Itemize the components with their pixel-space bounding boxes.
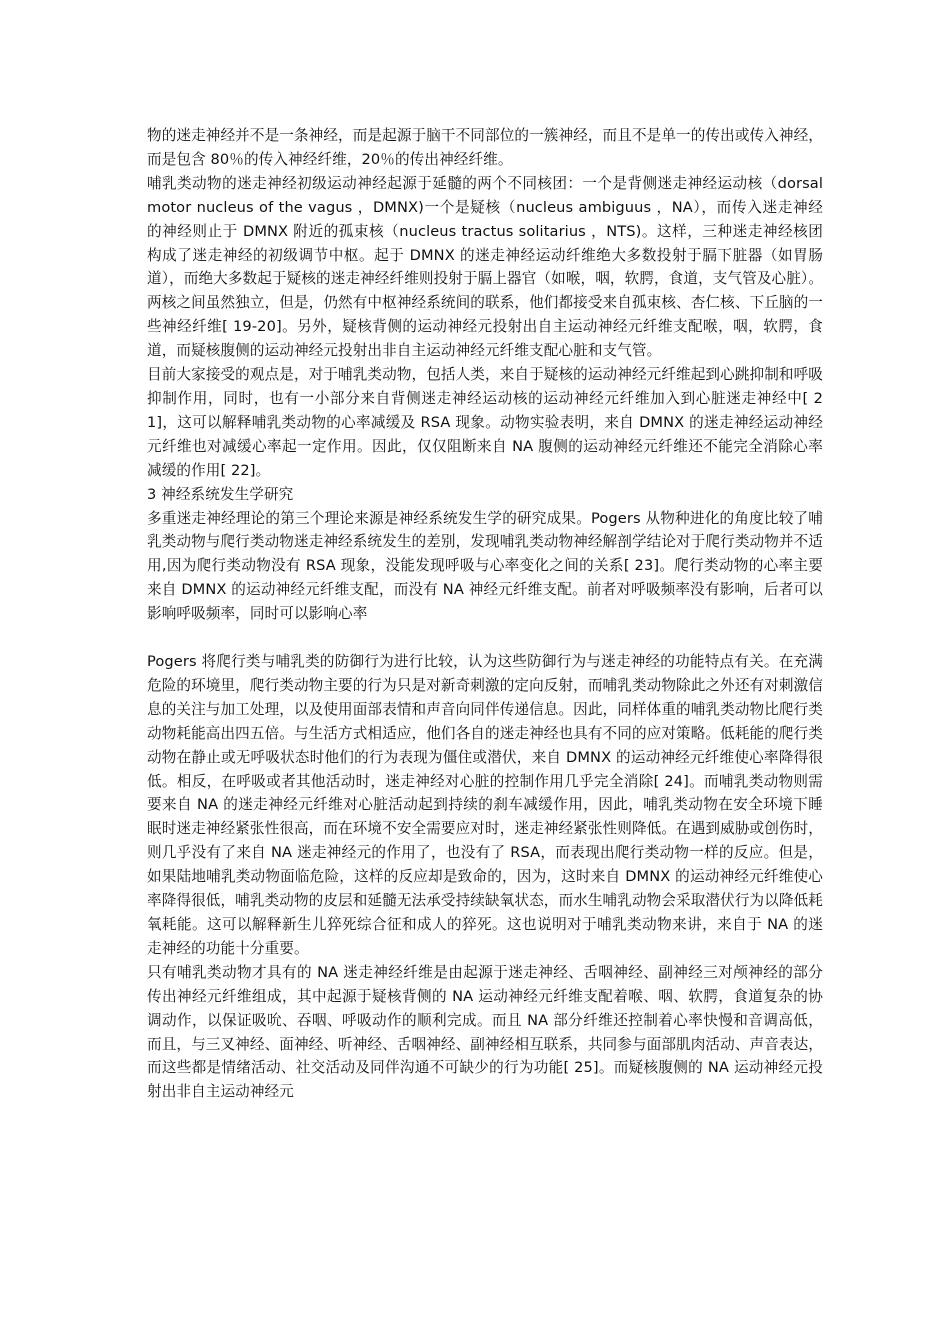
text-block-upper (147, 124, 823, 626)
paragraph-1: 物的迷走神经并不是一条神经，而是起源于脑干不同部位的一簇神经，而且不是单一的传出或传入神经，而是包含 80％的传入神经纤维，20％的传出神经纤维。 (147, 127, 823, 168)
paragraph-6: 只有哺乳类动物才具有的 NA 迷走神经纤维是由起源于迷走神经、舌咽神经、副神经三对颅神经的部分传出神经元纤维组成，其中起源于疑核背侧的 NA 运动神经元纤维支配着喉、咽、软腭，食道复杂的协调动作，以保证吸吮、吞咽、呼吸动作的顺利完成。而且 NA 部分纤维还控制着心率快慢和音调高低，而且，与三叉神经、面神经、听神经、舌咽神经、副神经相互联系，共同参与面部肌肉活动、声音表达，而这些都是情绪活动、社交活动及同伴沟通不可缺少的行为功能[ 25]。而疑核腹侧的 NA 运动神经元投射出非自主运动神经元 (147, 963, 823, 1101)
text-block-lower (147, 650, 823, 1104)
section-heading-3: 3 神经系统发生学研究 (147, 485, 294, 503)
paragraph-5: Pogers 将爬行类与哺乳类的防御行为进行比较，认为这些防御行为与迷走神经的功能特点有关。在充满危险的环境里，爬行类动物主要的行为只是对新奇刺激的定向反射，而哺乳类动物除此之外还有对刺激信息的关注与加工处理，以及使用面部表情和声音向同伴传递信息。因此，同样体重的哺乳类动物比爬行类动物耗能高出四五倍。与生活方式相适应，他们各自的迷走神经也具有不同的应对策略。低耗能的爬行类动物在静止或无呼吸状态时他们的行为表现为僵住或潜伏，来自 DMNX 的运动神经元纤维使心率降得很低。相反，在呼吸或者其他活动时，迷走神经对心脏的控制作用几乎完全消除[ 24]。而哺乳类动物则需要来自 NA 的迷走神经元纤维对心脏活动起到持续的刹车减缓作用，因此，哺乳类动物在安全环境下睡眠时迷走神经紧张性很高，而在环境不安全需要应对时，迷走神经紧张性则降低。在遇到威胁或创伤时，则几乎没有了来自 NA 迷走神经元的作用了，也没有了 RSA，而表现出爬行类动物一样的反应。但是，如果陆地哺乳类动物面临危险，这样的反应却是致命的，因为，这时来自 DMNX 的运动神经元纤维使心率降得很低，哺乳类动物的皮层和延髓无法承受持续缺氧状态，而水生哺乳动物会采取潜伏行为以降低耗氧耗能。这可以解释新生儿猝死综合征和成人的猝死。这也说明对于哺乳类动物来讲，来自于 NA 的迷走神经的功能十分重要。 (147, 653, 823, 957)
paragraph-3: 目前大家接受的观点是，对于哺乳类动物，包括人类，来自于疑核的运动神经元纤维起到心跳抑制和呼吸抑制作用，同时，也有一小部分来自背侧迷走神经运动核的运动神经元纤维加入到心脏迷走神经中[ 21]，这可以解释哺乳类动物的心率减缓及 RSA 现象。动物实验表明，来自 DMNX 的迷走神经运动神经元纤维也对减缓心率起一定作用。因此，仅仅阻断来自 NA 腹侧的运动神经元纤维还不能完全消除心率减缓的作用[ 22]。 (147, 366, 823, 479)
document-page (147, 124, 823, 1104)
paragraph-4: 多重迷走神经理论的第三个理论来源是神经系统发生学的研究成果。Pogers 从物种进化的角度比较了哺乳类动物与爬行类动物迷走神经系统发生的差别，发现哺乳类动物神经解剖学结论对于爬行类动物并不适用,因为爬行类动物没有 RSA 现象，没能发现呼吸与心率变化之间的关系[ 23]。爬行类动物的心率主要来自 DMNX 的运动神经元纤维支配，而没有 NA 神经元纤维支配。前者对呼吸频率没有影响，后者可以影响呼吸频率，同时可以影响心率 (147, 509, 823, 623)
paragraph-2: 哺乳类动物的迷走神经初级运动神经起源于延髓的两个不同核团：一个是背侧迷走神经运动核（dorsal motor nucleus of the vagus ，DMNX)一个是疑核（nucleus ambiguus ，NA），而传入迷走神经的神经则止于 DMNX 附近的孤束核（nucleus tractus solitarius ，NTS)。这样，三种迷走神经核团构成了迷走神经的初级调节中枢。起于 DMNX 的迷走神经运动纤维绝大多数投射于膈下脏器（如胃肠道），而绝大多数起于疑核的迷走神经纤维则投射于膈上器官（如喉，咽，软腭，食道，支气管及心脏）。两核之间虽然独立，但是，仍然有中枢神经系统间的联系，他们都接受来自孤束核、杏仁核、下丘脑的一些神经纤维[ 19-20]。另外，疑核背侧的运动神经元投射出自主运动神经元纤维支配喉，咽，软腭，食道，而疑核腹侧的运动神经元投射出非自主运动神经元纤维支配心脏和支气管。 (147, 174, 824, 360)
